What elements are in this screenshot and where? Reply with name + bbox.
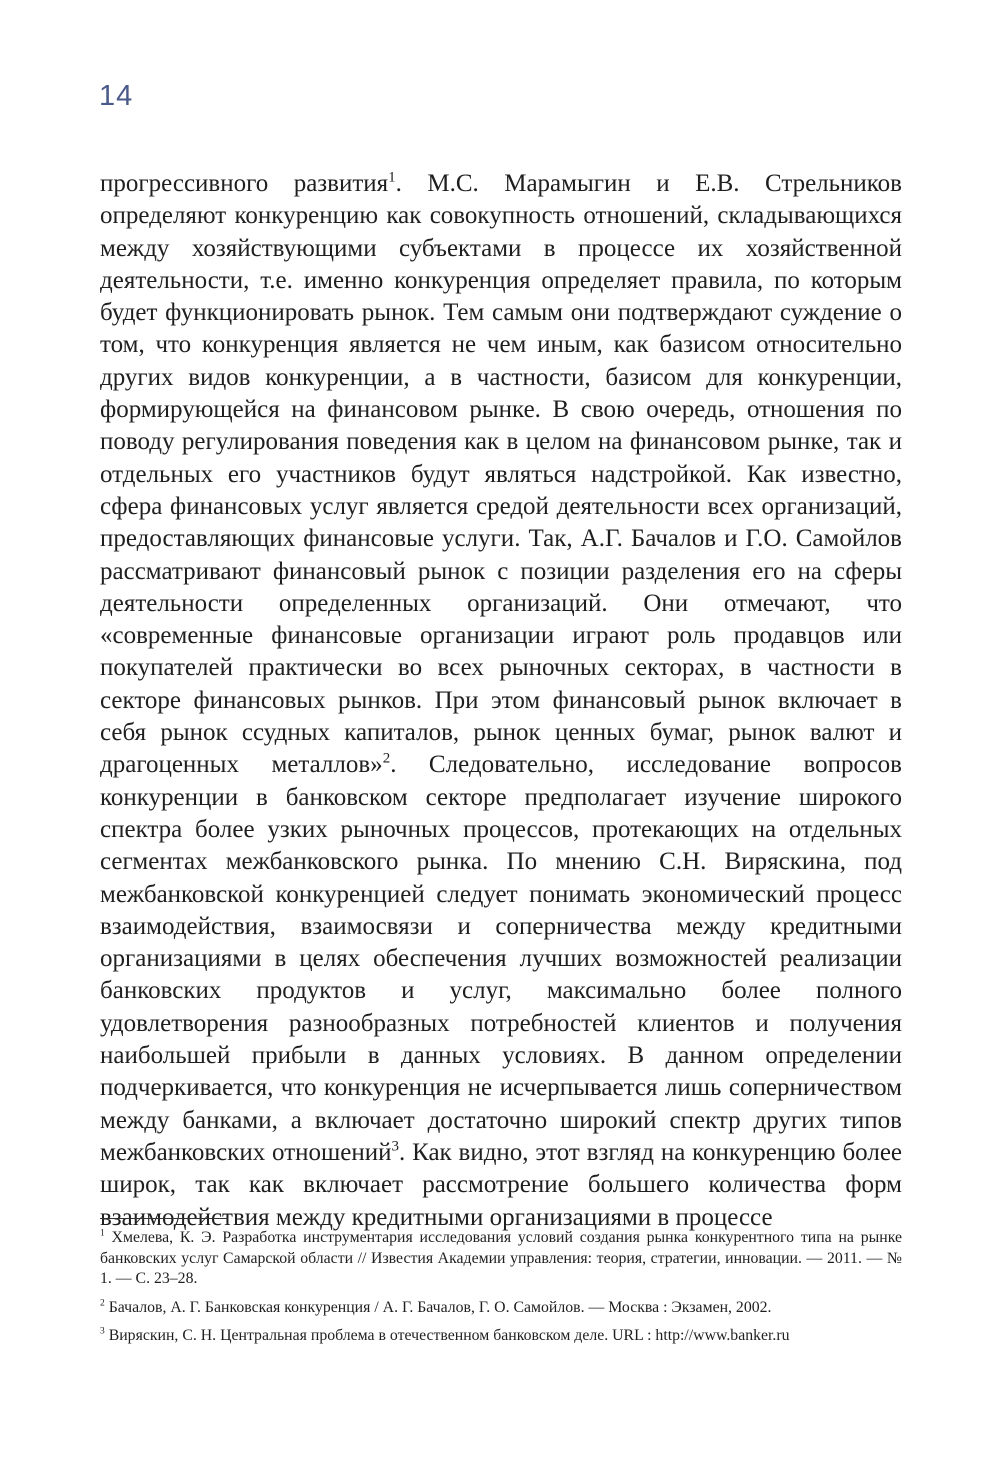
footnote-ref-2: 2 [382,751,391,768]
footnote-number-1: 1 [100,1228,105,1239]
footnote-number-2: 2 [100,1298,105,1309]
main-text-part-3: . Следовательно, исследование вопросов конкуренции в банковском секторе предполагает изучение широкого спектра более узких рыночных процессов, протекающих на отдельных сегментах межбанковского рынка. По мнению С.Н. Виряскина, под межбанковской конкуренцией следует понимать экономический процесс взаимодействия, взаимосвязи и соперничества между кредитными организациями в целях обеспечения лучших возможностей реализации банковских продуктов и услуг, максимально более полного удовлетворения разнообразных потребностей клиентов и получения наибольшей прибыли в данных условиях. В данном определении подчеркивается, что конкуренция не исчерпывается лишь соперничеством между банками, а включает достаточно широкий спектр других типов межбанковских отношений [100,751,902,1166]
footnote-1 [100,1228,902,1290]
main-text [100,168,902,1234]
footnote-3 [100,1326,902,1347]
footnotes [100,1228,902,1355]
footnote-text-3: Виряскин, С. Н. Центральная проблема в отечественном банковском деле. URL : http://www.banker.ru [108,1327,790,1344]
footnote-separator [100,1218,228,1219]
footnote-ref-1: 1 [388,169,396,186]
footnote-ref-3: 3 [391,1138,400,1155]
footnote-number-3: 3 [100,1326,105,1337]
main-text-part-2: . М.С. Марамыгин и Е.В. Стрельников определяют конкуренцию как совокупность отношений, складывающихся между хозяйствующими субъектами в процессе их хозяйственной деятельности, т.е. именно конкуренция определяет правила, по которым будет функционировать рынок. Тем самым они подтверждают суждение о том, что конкуренция является не чем иным, как базисом относительно других видов конкуренции, а в частности, базисом для конкуренции, формирующейся на финансовом рынке. В свою очередь, отношения по поводу регулирования поведения как в целом на финансовом рынке, так и отдельных его участников будут являться надстройкой. Как известно, сфера финансовых услуг является средой деятельности всех организаций, предоставляющих финансовые услуги. Так, А.Г. Бачалов и Г.О. Самойлов рассматривают финансовый рынок с позиции разделения его на сферы деятельности определенных организаций. Они отмечают, что «современные финансовые организации играют роль продавцов или покупателей практически во всех рыночных секторах, в частности в секторе финансовых рынков. При этом финансовый рынок включает в себя рынок ссудных капиталов, рынок ценных бумаг, рынок валют и драгоценных металлов» [100,170,902,779]
page-number: 14 [99,80,134,112]
main-text-part-1: прогрессивного развития [100,170,389,197]
footnote-text-2: Бачалов, А. Г. Банковская конкуренция / А. Г. Бачалов, Г. О. Самойлов. — Москва : Экзамен, 2002. [108,1298,772,1316]
footnote-text-1: Хмелева, К. Э. Разработка инструментария исследования условий создания рынка конкурентного типа на рынке банковских услуг Самарской области // Известия Академии управления: теория, стратегии, инновации. — 2011. — № 1. — С. 23–28. [100,1229,902,1287]
main-text-part-4: . Как видно, этот взгляд на конкуренцию более широк, так как включает рассмотрение большего количества форм взаимодействия между кредитными организациями в процессе [100,1138,903,1231]
footnote-2 [100,1298,902,1319]
